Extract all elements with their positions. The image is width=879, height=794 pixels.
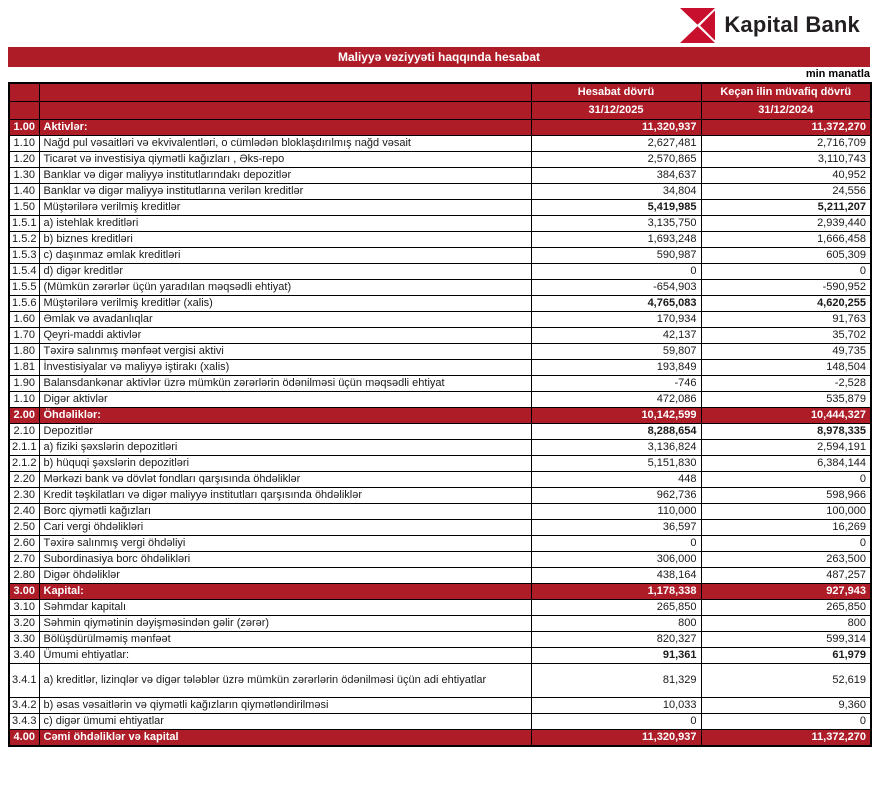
row-value-current: 800 bbox=[531, 616, 701, 632]
row-number: 4.00 bbox=[9, 730, 39, 747]
table-row bbox=[9, 440, 871, 456]
row-label: Səhmdar kapitalı bbox=[39, 600, 531, 616]
table-row bbox=[9, 714, 871, 730]
row-value-prior: -2,528 bbox=[701, 376, 871, 392]
row-number: 1.80 bbox=[9, 344, 39, 360]
row-number: 1.5.2 bbox=[9, 232, 39, 248]
row-label: Borc qiymətli kağızları bbox=[39, 504, 531, 520]
row-value-current: 0 bbox=[531, 264, 701, 280]
row-number: 1.81 bbox=[9, 360, 39, 376]
row-number: 3.30 bbox=[9, 632, 39, 648]
col-header-prior-period: Keçən ilin müvafiq dövrü bbox=[701, 83, 871, 102]
row-value-prior: 0 bbox=[701, 536, 871, 552]
table-header bbox=[9, 83, 871, 120]
row-label: Ticarət və investisiya qiymətli kağızları , Əks-repo bbox=[39, 152, 531, 168]
row-value-current: 1,178,338 bbox=[531, 584, 701, 600]
row-number: 2.30 bbox=[9, 488, 39, 504]
row-number: 1.00 bbox=[9, 120, 39, 136]
row-number: 2.10 bbox=[9, 424, 39, 440]
table-row bbox=[9, 344, 871, 360]
row-number: 1.5.6 bbox=[9, 296, 39, 312]
row-label: Bölüşdürülməmiş mənfəət bbox=[39, 632, 531, 648]
row-number: 2.1.1 bbox=[9, 440, 39, 456]
row-label: Mərkəzi bank və dövlət fondları qarşısında öhdəliklər bbox=[39, 472, 531, 488]
table-row bbox=[9, 248, 871, 264]
row-value-current: 34,804 bbox=[531, 184, 701, 200]
table-row bbox=[9, 152, 871, 168]
row-value-current: 81,329 bbox=[531, 664, 701, 698]
row-value-current: 170,934 bbox=[531, 312, 701, 328]
row-label: a) kreditlər, lizinqlər və digər tələblər üzrə mümkün zərərlərin ödənilməsi üçün adi ehtiyatlar bbox=[39, 664, 531, 698]
row-value-current: 1,693,248 bbox=[531, 232, 701, 248]
table-row bbox=[9, 296, 871, 312]
row-value-prior: 24,556 bbox=[701, 184, 871, 200]
row-value-prior: 16,269 bbox=[701, 520, 871, 536]
row-number: 1.5.3 bbox=[9, 248, 39, 264]
row-label: Öhdəliklər: bbox=[39, 408, 531, 424]
row-label: İnvestisiyalar və maliyyə iştirakı (xalis) bbox=[39, 360, 531, 376]
table-row bbox=[9, 376, 871, 392]
row-number: 1.5.5 bbox=[9, 280, 39, 296]
row-number: 2.50 bbox=[9, 520, 39, 536]
financial-position-table bbox=[8, 82, 872, 747]
table-row bbox=[9, 472, 871, 488]
row-value-current: 265,850 bbox=[531, 600, 701, 616]
row-number: 1.10 bbox=[9, 136, 39, 152]
row-label: b) biznes kreditləri bbox=[39, 232, 531, 248]
row-value-current: 384,637 bbox=[531, 168, 701, 184]
row-label: (Mümkün zərərlər üçün yaradılan məqsədli ehtiyat) bbox=[39, 280, 531, 296]
table-row bbox=[9, 698, 871, 714]
table-row bbox=[9, 584, 871, 600]
row-number: 1.40 bbox=[9, 184, 39, 200]
table-row bbox=[9, 408, 871, 424]
row-value-prior: 100,000 bbox=[701, 504, 871, 520]
row-label: Banklar və digər maliyyə institutlarındakı depozitlər bbox=[39, 168, 531, 184]
row-value-current: 10,142,599 bbox=[531, 408, 701, 424]
row-label: Banklar və digər maliyyə institutlarına verilən kreditlər bbox=[39, 184, 531, 200]
col-header-prior-date: 31/12/2024 bbox=[701, 102, 871, 120]
row-number: 1.90 bbox=[9, 376, 39, 392]
row-value-prior: 61,979 bbox=[701, 648, 871, 664]
row-number: 1.30 bbox=[9, 168, 39, 184]
table-row bbox=[9, 360, 871, 376]
brand-header bbox=[0, 0, 879, 47]
table-row bbox=[9, 616, 871, 632]
row-number: 2.70 bbox=[9, 552, 39, 568]
row-value-prior: 265,850 bbox=[701, 600, 871, 616]
row-value-current: 59,807 bbox=[531, 344, 701, 360]
row-value-current: -746 bbox=[531, 376, 701, 392]
row-value-prior: 148,504 bbox=[701, 360, 871, 376]
table-row bbox=[9, 184, 871, 200]
row-label: Cəmi öhdəliklər və kapital bbox=[39, 730, 531, 747]
table-row bbox=[9, 520, 871, 536]
row-value-prior: -590,952 bbox=[701, 280, 871, 296]
row-value-prior: 35,702 bbox=[701, 328, 871, 344]
table-row bbox=[9, 568, 871, 584]
table-header-row-date bbox=[9, 102, 871, 120]
row-number: 2.60 bbox=[9, 536, 39, 552]
table-row bbox=[9, 312, 871, 328]
row-value-current: 448 bbox=[531, 472, 701, 488]
brand-name: Kapital Bank bbox=[724, 12, 860, 37]
row-label: c) digər ümumi ehtiyatlar bbox=[39, 714, 531, 730]
table-row bbox=[9, 392, 871, 408]
row-label: Kapital: bbox=[39, 584, 531, 600]
row-value-prior: 927,943 bbox=[701, 584, 871, 600]
header-empty-label bbox=[39, 83, 531, 102]
row-label: Aktivlər: bbox=[39, 120, 531, 136]
report-title-bar bbox=[8, 47, 870, 67]
row-number: 3.4.2 bbox=[9, 698, 39, 714]
row-number: 3.40 bbox=[9, 648, 39, 664]
row-value-current: 91,361 bbox=[531, 648, 701, 664]
table-row bbox=[9, 552, 871, 568]
row-number: 3.00 bbox=[9, 584, 39, 600]
row-label: c) daşınmaz əmlak kreditləri bbox=[39, 248, 531, 264]
row-value-prior: 5,211,207 bbox=[701, 200, 871, 216]
row-number: 1.60 bbox=[9, 312, 39, 328]
table-row bbox=[9, 504, 871, 520]
row-label: Qeyri-maddi aktivlər bbox=[39, 328, 531, 344]
row-label: Cari vergi öhdəlikləri bbox=[39, 520, 531, 536]
table-header-row-period bbox=[9, 83, 871, 102]
row-value-current: 10,033 bbox=[531, 698, 701, 714]
row-number: 3.4.1 bbox=[9, 664, 39, 698]
col-header-current-period: Hesabat dövrü bbox=[531, 83, 701, 102]
row-value-prior: 49,735 bbox=[701, 344, 871, 360]
row-value-current: 820,327 bbox=[531, 632, 701, 648]
row-value-prior: 263,500 bbox=[701, 552, 871, 568]
table-row bbox=[9, 216, 871, 232]
table-body bbox=[9, 120, 871, 747]
row-value-prior: 52,619 bbox=[701, 664, 871, 698]
row-value-prior: 0 bbox=[701, 472, 871, 488]
table-row bbox=[9, 600, 871, 616]
row-value-current: 590,987 bbox=[531, 248, 701, 264]
row-label: d) digər kreditlər bbox=[39, 264, 531, 280]
row-value-current: 4,765,083 bbox=[531, 296, 701, 312]
row-value-prior: 0 bbox=[701, 714, 871, 730]
row-label: Digər öhdəliklər bbox=[39, 568, 531, 584]
row-value-prior: 11,372,270 bbox=[701, 120, 871, 136]
row-label: Təxirə salınmış mənfəət vergisi aktivi bbox=[39, 344, 531, 360]
row-value-current: 472,086 bbox=[531, 392, 701, 408]
row-value-current: 3,135,750 bbox=[531, 216, 701, 232]
table-row bbox=[9, 200, 871, 216]
row-value-prior: 6,384,144 bbox=[701, 456, 871, 472]
row-value-prior: 535,879 bbox=[701, 392, 871, 408]
row-value-current: 5,419,985 bbox=[531, 200, 701, 216]
row-value-prior: 3,110,743 bbox=[701, 152, 871, 168]
row-number: 2.80 bbox=[9, 568, 39, 584]
row-number: 2.20 bbox=[9, 472, 39, 488]
table-row bbox=[9, 328, 871, 344]
header-empty-label bbox=[39, 102, 531, 120]
row-label: Səhmin qiymətinin dəyişməsindən gəlir (zərər) bbox=[39, 616, 531, 632]
row-label: Depozitlər bbox=[39, 424, 531, 440]
row-number: 1.10 bbox=[9, 392, 39, 408]
row-value-prior: 2,594,191 bbox=[701, 440, 871, 456]
table-row bbox=[9, 424, 871, 440]
row-value-current: 36,597 bbox=[531, 520, 701, 536]
header-empty-no bbox=[9, 102, 39, 120]
table-row bbox=[9, 136, 871, 152]
row-label: Müştərilərə verilmiş kreditlər bbox=[39, 200, 531, 216]
table-row bbox=[9, 264, 871, 280]
table-row bbox=[9, 120, 871, 136]
table-row bbox=[9, 536, 871, 552]
table-row bbox=[9, 232, 871, 248]
row-value-prior: 4,620,255 bbox=[701, 296, 871, 312]
row-value-prior: 487,257 bbox=[701, 568, 871, 584]
row-value-current: 2,570,865 bbox=[531, 152, 701, 168]
row-value-current: 193,849 bbox=[531, 360, 701, 376]
row-value-current: 110,000 bbox=[531, 504, 701, 520]
row-value-prior: 40,952 bbox=[701, 168, 871, 184]
row-label: a) fiziki şəxslərin depozitləri bbox=[39, 440, 531, 456]
row-value-current: 42,137 bbox=[531, 328, 701, 344]
table-row bbox=[9, 632, 871, 648]
row-value-prior: 2,716,709 bbox=[701, 136, 871, 152]
row-value-current: 5,151,830 bbox=[531, 456, 701, 472]
row-value-current: 2,627,481 bbox=[531, 136, 701, 152]
col-header-current-date: 31/12/2025 bbox=[531, 102, 701, 120]
table-row bbox=[9, 488, 871, 504]
row-number: 3.4.3 bbox=[9, 714, 39, 730]
row-value-prior: 599,314 bbox=[701, 632, 871, 648]
row-value-prior: 9,360 bbox=[701, 698, 871, 714]
row-number: 1.5.4 bbox=[9, 264, 39, 280]
row-number: 3.10 bbox=[9, 600, 39, 616]
row-label: Digər aktivlər bbox=[39, 392, 531, 408]
row-value-prior: 11,372,270 bbox=[701, 730, 871, 747]
row-number: 2.40 bbox=[9, 504, 39, 520]
row-value-current: 8,288,654 bbox=[531, 424, 701, 440]
row-number: 1.20 bbox=[9, 152, 39, 168]
row-number: 2.00 bbox=[9, 408, 39, 424]
row-value-current: 438,164 bbox=[531, 568, 701, 584]
row-value-prior: 10,444,327 bbox=[701, 408, 871, 424]
kapital-bank-logo bbox=[680, 8, 860, 43]
kapital-bank-logo-icon bbox=[680, 8, 715, 43]
row-number: 1.70 bbox=[9, 328, 39, 344]
row-value-prior: 2,939,440 bbox=[701, 216, 871, 232]
row-value-current: 962,736 bbox=[531, 488, 701, 504]
row-number: 2.1.2 bbox=[9, 456, 39, 472]
row-label: Müştərilərə verilmiş kreditlər (xalis) bbox=[39, 296, 531, 312]
row-label: Ümumi ehtiyatlar: bbox=[39, 648, 531, 664]
row-label: Nağd pul vəsaitləri və ekvivalentləri, o cümlədən bloklaşdırılmış nağd vəsait bbox=[39, 136, 531, 152]
row-value-current: 306,000 bbox=[531, 552, 701, 568]
row-value-prior: 8,978,335 bbox=[701, 424, 871, 440]
table-row bbox=[9, 456, 871, 472]
header-empty-no bbox=[9, 83, 39, 102]
row-value-current: 0 bbox=[531, 714, 701, 730]
unit-note: min manatla bbox=[805, 68, 870, 80]
table-row bbox=[9, 280, 871, 296]
table-row bbox=[9, 168, 871, 184]
row-label: Təxirə salınmış vergi öhdəliyi bbox=[39, 536, 531, 552]
row-number: 1.50 bbox=[9, 200, 39, 216]
row-label: Kredit təşkilatları və digər maliyyə institutları qarşısında öhdəliklər bbox=[39, 488, 531, 504]
row-value-current: 11,320,937 bbox=[531, 120, 701, 136]
row-value-current: 11,320,937 bbox=[531, 730, 701, 747]
row-label: Əmlak və avadanlıqlar bbox=[39, 312, 531, 328]
row-number: 3.20 bbox=[9, 616, 39, 632]
row-label: b) əsas vəsaitlərin və qiymətli kağızların qiymətləndirilməsi bbox=[39, 698, 531, 714]
row-value-current: 0 bbox=[531, 536, 701, 552]
row-value-prior: 91,763 bbox=[701, 312, 871, 328]
table-row bbox=[9, 648, 871, 664]
row-label: b) hüquqi şəxslərin depozitləri bbox=[39, 456, 531, 472]
table-row bbox=[9, 664, 871, 698]
row-value-prior: 598,966 bbox=[701, 488, 871, 504]
row-value-prior: 800 bbox=[701, 616, 871, 632]
row-value-current: 3,136,824 bbox=[531, 440, 701, 456]
row-label: Balansdankənar aktivlər üzrə mümkün zərərlərin ödənilməsi üçün məqsədli ehtiyat bbox=[39, 376, 531, 392]
row-value-prior: 0 bbox=[701, 264, 871, 280]
table-row bbox=[9, 730, 871, 747]
row-value-current: -654,903 bbox=[531, 280, 701, 296]
row-value-prior: 605,309 bbox=[701, 248, 871, 264]
row-label: a) istehlak kreditləri bbox=[39, 216, 531, 232]
row-value-prior: 1,666,458 bbox=[701, 232, 871, 248]
row-label: Subordinasiya borc öhdəlikləri bbox=[39, 552, 531, 568]
row-number: 1.5.1 bbox=[9, 216, 39, 232]
report-title: Maliyyə vəziyyəti haqqında hesabat bbox=[337, 50, 541, 64]
